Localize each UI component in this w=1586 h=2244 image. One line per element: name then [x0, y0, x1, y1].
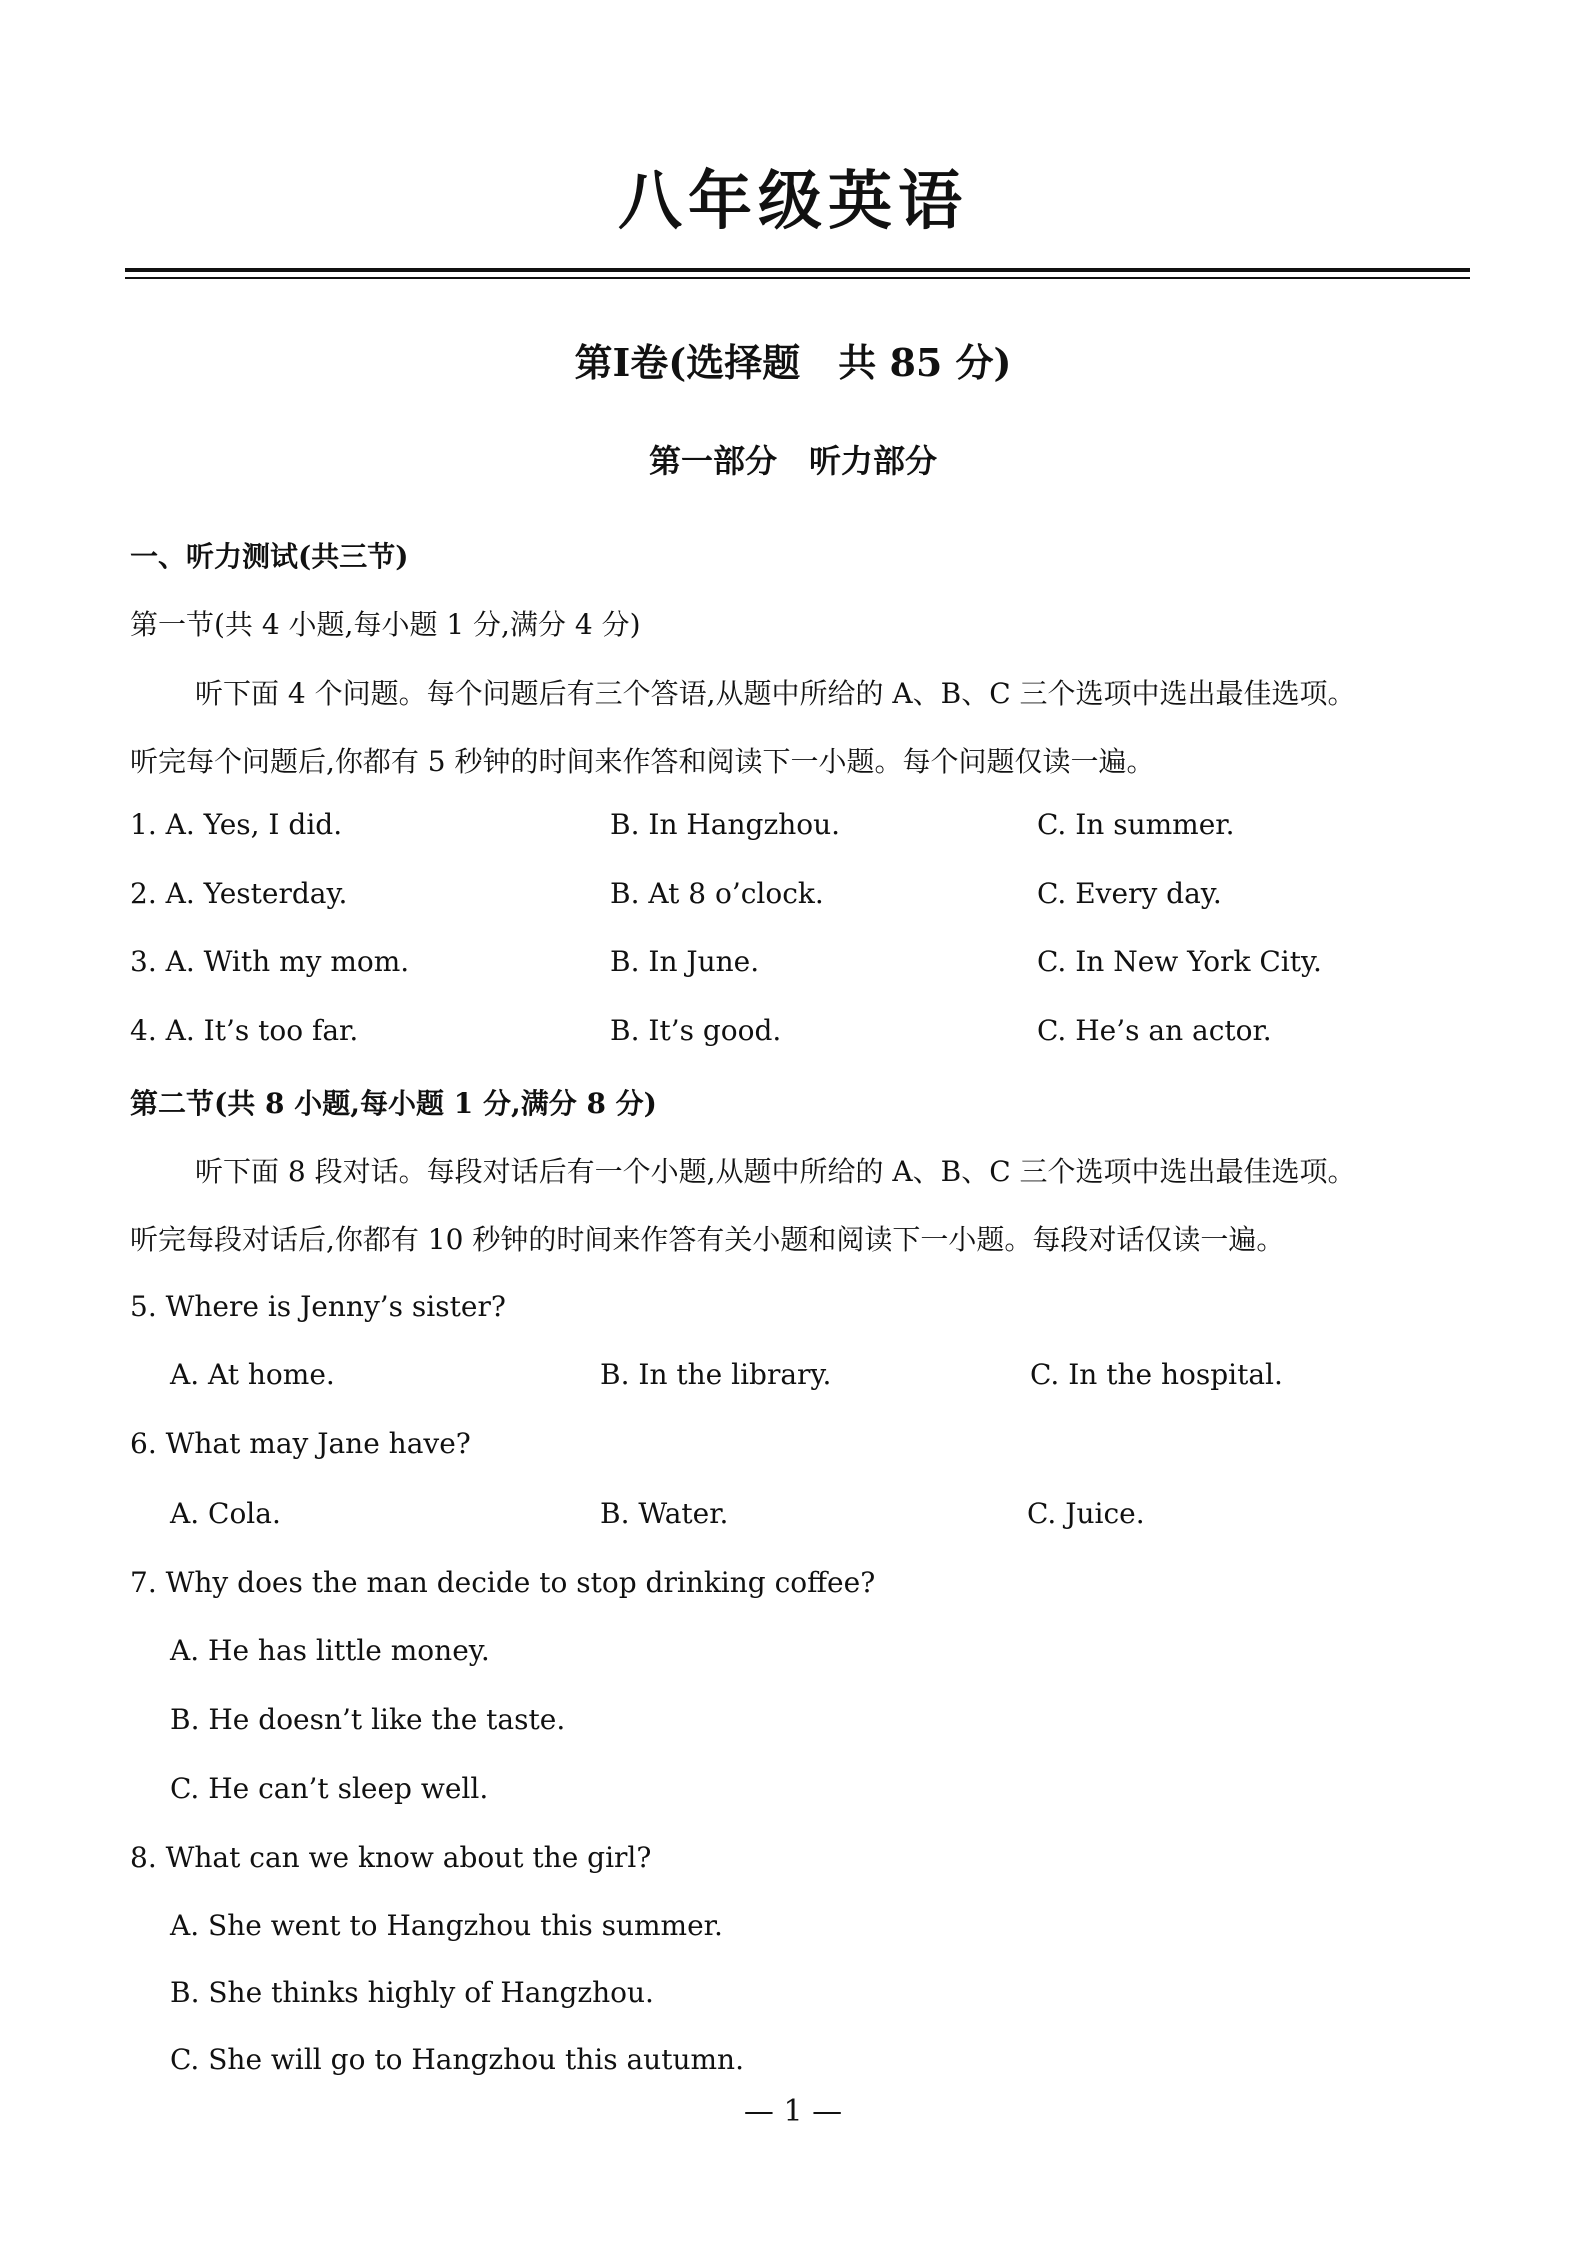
q7-option-c: C. He can’t sleep well. [170, 1772, 489, 1805]
q5-option-a: A. At home. [170, 1358, 335, 1391]
s2-instruction-line1: 听下面 8 段对话。每段对话后有一个小题,从题中所给的 A、B、C 三个选项中选出最佳选项。 [195, 1155, 1356, 1188]
title-rule-thin [125, 277, 1470, 279]
q8-stem: 8. What can we know about the girl? [130, 1841, 652, 1874]
q2-option-a: 2. A. Yesterday. [130, 877, 348, 910]
q7-option-a: A. He has little money. [170, 1634, 490, 1667]
q7-option-b: B. He doesn’t like the taste. [170, 1703, 566, 1736]
q8-option-a: A. She went to Hangzhou this summer. [170, 1909, 723, 1942]
q3-option-a: 3. A. With my mom. [130, 945, 410, 978]
page-number: — 1 — [743, 2094, 843, 2129]
q4-option-a: 4. A. It’s too far. [130, 1014, 359, 1047]
s1-instruction-line1: 听下面 4 个问题。每个问题后有三个答语,从题中所给的 A、B、C 三个选项中选出最佳选项。 [195, 677, 1356, 710]
q8-option-c: C. She will go to Hangzhou this autumn. [170, 2043, 744, 2076]
q6-option-c: C. Juice. [1027, 1497, 1145, 1530]
q7-stem: 7. Why does the man decide to stop drinking coffee? [130, 1566, 876, 1599]
q6-stem: 6. What may Jane have? [130, 1427, 471, 1460]
q5-option-c: C. In the hospital. [1030, 1358, 1283, 1391]
q5-stem: 5. Where is Jenny’s sister? [130, 1290, 506, 1323]
q1-option-b: B. In Hangzhou. [610, 808, 841, 841]
q1-option-a: 1. A. Yes, I did. [130, 808, 343, 841]
q5-option-b: B. In the library. [600, 1358, 832, 1391]
q3-option-b: B. In June. [610, 945, 760, 978]
q2-option-c: C. Every day. [1037, 877, 1222, 910]
q4-option-c: C. He’s an actor. [1037, 1014, 1272, 1047]
section-heading: 一、听力测试(共三节) [130, 540, 409, 573]
part-title: 第一部分 听力部分 [648, 442, 937, 480]
q8-option-b: B. She thinks highly of Hangzhou. [170, 1976, 654, 2009]
q2-option-b: B. At 8 o’clock. [610, 877, 824, 910]
q6-option-a: A. Cola. [170, 1497, 281, 1530]
volume-title: 第Ⅰ卷(选择题 共 85 分) [574, 340, 1012, 385]
s1-heading: 第一节(共 4 小题,每小题 1 分,满分 4 分) [130, 608, 641, 641]
q3-option-c: C. In New York City. [1037, 945, 1322, 978]
s1-instruction-line2: 听完每个问题后,你都有 5 秒钟的时间来作答和阅读下一小题。每个问题仅读一遍。 [130, 745, 1155, 778]
title-rule-thick [125, 268, 1470, 272]
q4-option-b: B. It’s good. [610, 1014, 782, 1047]
s2-heading: 第二节(共 8 小题,每小题 1 分,满分 8 分) [130, 1087, 657, 1120]
q1-option-c: C. In summer. [1037, 808, 1235, 841]
s2-instruction-line2: 听完每段对话后,你都有 10 秒钟的时间来作答有关小题和阅读下一小题。每段对话仅读一遍。 [130, 1223, 1285, 1256]
q6-option-b: B. Water. [600, 1497, 729, 1530]
paper-title: 八年级英语 [618, 164, 968, 239]
